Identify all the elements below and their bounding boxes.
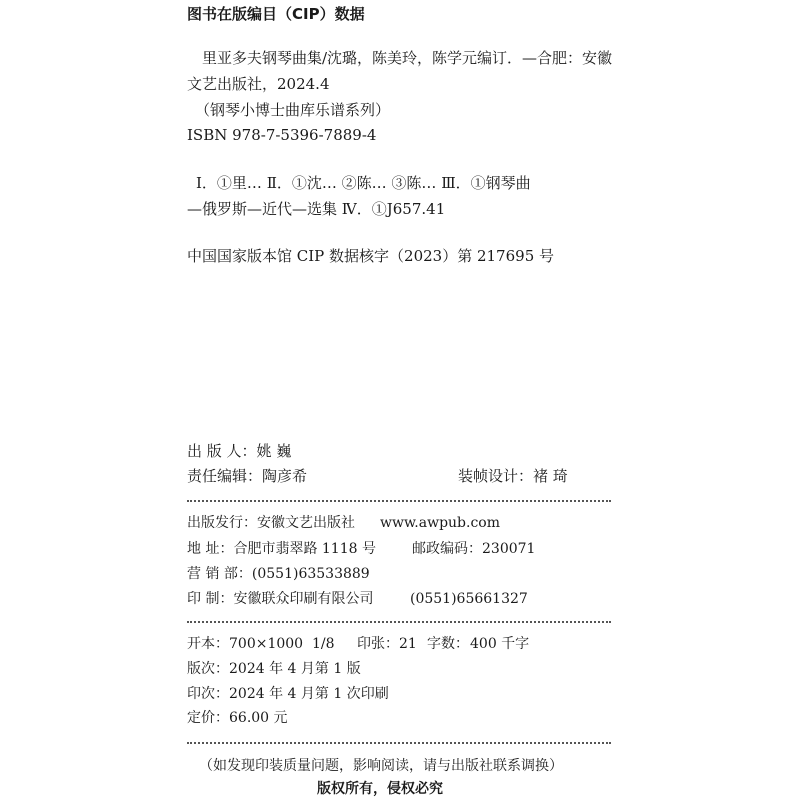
words-value: 400 千字 — [470, 636, 530, 652]
cip-series: （钢琴小博士曲库乐谱系列） — [195, 101, 391, 119]
editor-row — [187, 469, 307, 484]
cip-record-line-2: 文艺出版社，2024.4 — [187, 75, 330, 93]
postcode-label: 邮政编码： — [412, 541, 482, 557]
editor-name: 陶彦希 — [262, 467, 308, 485]
sheets-value: 21 — [399, 636, 417, 652]
editor-label: 责任编辑： — [187, 467, 263, 485]
dotted-divider — [187, 742, 611, 744]
edition-row — [187, 662, 361, 676]
cip-data-number: 中国国家版本馆 CIP 数据核字（2023）第 217695 号 — [187, 247, 555, 265]
designer-label: 装帧设计： — [458, 467, 534, 485]
dotted-divider — [187, 500, 611, 502]
quality-notice: （如发现印装质量问题，影响阅读，请与出版社联系调换） — [199, 758, 563, 774]
address-value: 合肥市翡翠路 1118 号 — [233, 541, 376, 557]
price-value: 66.00 元 — [229, 710, 288, 726]
cip-subject-line-1: Ⅰ．①里… Ⅱ．①沈… ②陈… ③陈… Ⅲ．①钢琴曲 — [196, 174, 531, 192]
price-row — [187, 711, 288, 725]
publisher-name: 姚 巍 — [256, 442, 292, 460]
publisher-website[interactable]: www.awpub.com — [380, 515, 501, 531]
sales-phone: (0551)63533889 — [251, 566, 370, 582]
print-label: 印 制： — [187, 591, 234, 607]
format-row — [187, 637, 617, 653]
fold-value: 1/8 — [312, 636, 335, 652]
printing-value: 2024 年 4 月第 1 次印刷 — [229, 686, 389, 702]
sales-row — [187, 567, 370, 581]
cip-isbn: ISBN 978-7-5396-7889-4 — [187, 126, 377, 144]
printer-phone: (0551)65661327 — [410, 591, 528, 607]
postcode-row — [412, 542, 535, 556]
issuer-value: 安徽文艺出版社 — [257, 515, 355, 531]
price-label: 定价： — [187, 710, 229, 726]
printing-row — [187, 687, 389, 701]
designer-row — [458, 469, 568, 484]
print-row — [187, 592, 373, 606]
rights-notice: 版权所有，侵权必究 — [317, 781, 443, 797]
words-label: 字数： — [427, 636, 469, 652]
sales-label: 营 销 部： — [187, 566, 252, 582]
postcode-value: 230071 — [482, 541, 536, 557]
sheets-label: 印张： — [357, 636, 399, 652]
dotted-divider — [187, 621, 611, 623]
edition-value: 2024 年 4 月第 1 版 — [229, 661, 361, 677]
cip-subject-line-2: —俄罗斯—近代—选集 Ⅳ．①J657.41 — [187, 200, 446, 218]
address-row — [187, 542, 376, 556]
cip-record-line-1: 里亚多夫钢琴曲集/沈璐，陈美玲，陈学元编订．—合肥：安徽 — [202, 49, 613, 67]
cip-heading: 图书在版编目（CIP）数据 — [187, 5, 365, 23]
format-value: 700×1000 — [229, 636, 304, 652]
edition-label: 版次： — [187, 661, 229, 677]
printer-name: 安徽联众印刷有限公司 — [233, 591, 374, 607]
format-label: 开本： — [187, 636, 229, 652]
publisher-row — [187, 444, 291, 459]
printing-label: 印次： — [187, 686, 229, 702]
issuer-row — [187, 516, 355, 530]
designer-name: 褚 琦 — [533, 467, 568, 485]
publisher-label: 出 版 人： — [187, 442, 257, 460]
issuer-label: 出版发行： — [187, 515, 257, 531]
address-label: 地 址： — [187, 541, 234, 557]
